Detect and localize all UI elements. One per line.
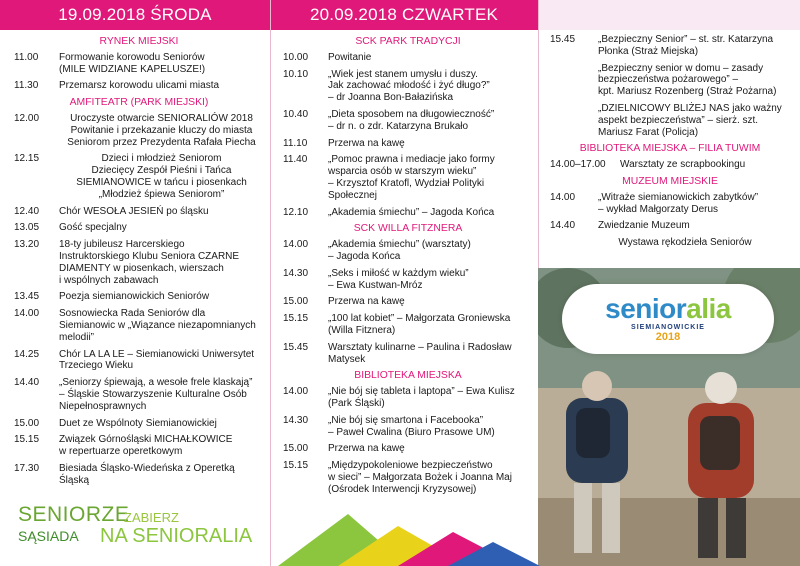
time: 14.40 xyxy=(14,377,40,389)
senioralia-logo xyxy=(562,284,774,354)
exhibition-note: Wystawa rękodzieła Seniorów xyxy=(618,237,752,249)
list-item xyxy=(283,239,533,263)
event: „Nie bój się smartona i Facebooka” – Paweł Cwalina (Biuro Prasowe UM) xyxy=(328,414,495,438)
list-item xyxy=(283,52,533,64)
time: 15.15 xyxy=(283,460,309,472)
list-item xyxy=(283,69,533,104)
event: Uroczyste otwarcie SENIORALIÓW 2018 Powitanie i przekazanie kluczy do miasta Seniorom przez Prezydenta Rafała Piecha xyxy=(67,112,256,148)
event: Chór WESOŁA JESIEŃ po śląsku xyxy=(59,205,209,217)
column-divider xyxy=(270,0,271,566)
time: 14.00 xyxy=(14,308,40,320)
list-item xyxy=(550,34,790,58)
list-item xyxy=(14,206,264,218)
section-title-amfiteatr: AMFITEATR (PARK MIEJSKI) xyxy=(69,97,209,109)
time: 15.00 xyxy=(283,443,309,455)
event: „Akademia śmiechu” (warsztaty) – Jagoda Końca xyxy=(328,239,471,262)
time: 15.45 xyxy=(283,341,309,353)
event: Gość specjalny xyxy=(59,222,127,234)
section-title-muzeum: MUZEUM MIEJSKIE xyxy=(622,175,718,187)
event: „Dieta sposobem na długowieczność” – dr n. o zdr. Katarzyna Brukało xyxy=(328,108,495,132)
list-item xyxy=(14,291,264,303)
event: „Akademia śmiechu” – Jagoda Końca xyxy=(328,206,495,218)
list-item xyxy=(283,138,533,150)
time: 14.00 xyxy=(550,191,576,203)
event: Przerwa na kawę xyxy=(328,137,405,149)
time: 15.00 xyxy=(14,417,40,429)
list-item xyxy=(14,239,264,286)
time: 14.00–17.00 xyxy=(550,159,606,171)
list-item xyxy=(550,63,790,98)
list-item xyxy=(14,113,264,148)
event: Warsztaty ze scrapbookingu xyxy=(620,159,746,171)
day2-column xyxy=(283,34,533,501)
list-item xyxy=(550,103,790,138)
time: 14.30 xyxy=(283,414,309,426)
list-item xyxy=(14,80,264,92)
time-blank xyxy=(550,63,598,98)
slogan-word: ZABIERZ xyxy=(124,510,179,525)
event: Chór LA LA LE – Siemianowicki Uniwersytet Trzeciego Wieku xyxy=(59,348,255,372)
time: 11.00 xyxy=(14,51,39,63)
time: 17.30 xyxy=(14,462,40,474)
list-item xyxy=(550,192,790,216)
time: 11.30 xyxy=(14,80,39,92)
logo-wordmark xyxy=(605,295,731,323)
section-title-park: SCK PARK TRADYCJI xyxy=(355,36,461,47)
time: 15.15 xyxy=(14,434,40,446)
list-item xyxy=(14,418,264,430)
event: „Wiek jest stanem umysłu i duszy. Jak zachować młodość i żyć długo?” – dr Joanna Bon-Bałazińska xyxy=(328,68,490,104)
event: Powitanie xyxy=(328,51,372,63)
list-item xyxy=(283,342,533,366)
time: 15.45 xyxy=(550,34,576,45)
event: „DZIELNICOWY BLIŻEJ NAS jako ważny aspekt bezpieczeństwa” – sierż. szt. Mariusz Farat (Policja) xyxy=(598,102,782,138)
time: 10.40 xyxy=(283,108,309,120)
logo-year: 2018 xyxy=(655,331,681,343)
logo-part2: alia xyxy=(686,293,731,324)
time: 13.20 xyxy=(14,239,40,251)
event: Duet ze Wspólnoty Siemianowickiej xyxy=(59,417,217,429)
event: „Bezpieczny senior w domu – zasady bezpieczeństwa pożarowego” – kpt. Mariusz Rozenberg (Straż Pożarna) xyxy=(598,62,777,98)
event: „Pomoc prawna i mediacje jako formy wsparcia osób w starszym wieku” – Krzysztof Kratofl, Wydział Polityki Społecznej xyxy=(328,154,495,201)
event: Dzieci i młodzież Seniorom Dziecięcy Zespół Pieśni i Tańca SIEMIANOWICE w tańcu i piosenkach „Młodzież śpiewa Seniorom” xyxy=(76,153,247,200)
event: „Międzypokoleniowe bezpieczeństwo w sieci” – Małgorzata Bożek i Joanna Maj (Ośrodek Interwencji Kryzysowej) xyxy=(328,460,512,495)
event: „Seniorzy śpiewają, a wesołe frele klaskają” – Śląskie Stowarzyszenie Kulturalne Osób Niepełnosprawnych xyxy=(59,377,253,412)
logo-subtitle: SIEMIANOWICKIE xyxy=(631,324,705,331)
section-title-willa: SCK WILLA FITZNERA xyxy=(353,223,463,235)
list-item xyxy=(14,222,264,234)
time: 12.00 xyxy=(14,112,40,124)
section-title-rynek: RYNEK MIEJSKI xyxy=(99,36,179,47)
mountains-decoration xyxy=(278,506,540,566)
section-title-biblioteka: BIBLIOTEKA MIEJSKA xyxy=(354,370,462,382)
list-item xyxy=(283,296,533,308)
time: 13.45 xyxy=(14,291,40,303)
slogan-word: SĄSIADA xyxy=(18,528,79,544)
day2-column-continued xyxy=(550,34,790,253)
time: 11.40 xyxy=(283,154,308,166)
time: 14.30 xyxy=(283,267,309,279)
time: 11.10 xyxy=(283,137,308,149)
list-item xyxy=(283,268,533,292)
time: 15.00 xyxy=(283,296,309,308)
time: 15.15 xyxy=(283,313,309,325)
day2-header: 20.09.2018 CZWARTEK xyxy=(270,0,538,30)
time: 14.00 xyxy=(283,239,309,251)
list-item xyxy=(14,463,264,487)
time: 10.00 xyxy=(283,51,309,63)
time: 14.25 xyxy=(14,348,40,360)
time: 12.40 xyxy=(14,205,40,217)
list-item xyxy=(14,52,264,76)
list-item xyxy=(283,443,533,455)
list-item xyxy=(14,434,264,458)
day1-header: 19.09.2018 ŚRODA xyxy=(0,0,270,30)
time: 13.05 xyxy=(14,222,40,234)
event: „100 lat kobiet” – Małgorzata Groniewska (Willa Fitznera) xyxy=(328,313,511,336)
time: 10.10 xyxy=(283,68,309,80)
list-item xyxy=(283,109,533,133)
event: „Seks i miłość w każdym wieku” – Ewa Kustwan-Mróz xyxy=(328,267,469,291)
list-item xyxy=(283,386,533,410)
list-item xyxy=(283,313,533,337)
event: 18-ty jubileusz Harcerskiego Instruktorskiego Klubu Seniora CZARNE DIAMENTY w piosenkach, wierszach i wspólnych zabawach xyxy=(59,239,240,286)
event: „Bezpieczny Senior” – st. str. Katarzyna Płonka (Straż Miejska) xyxy=(598,34,774,57)
list-item xyxy=(14,377,264,412)
event: Przemarsz korowodu ulicami miasta xyxy=(59,80,220,92)
section-title-filia: BIBLIOTEKA MIEJSKA – FILIA TUWIM xyxy=(579,143,761,155)
time: 12.15 xyxy=(14,153,40,165)
logo-part1: senior xyxy=(605,293,687,324)
list-item xyxy=(550,220,790,232)
event: Warsztaty kulinarne – Paulina i Radosław Matysek xyxy=(328,341,512,365)
time: 14.00 xyxy=(283,386,309,398)
list-item xyxy=(14,308,264,343)
event: Zwiedzanie Muzeum xyxy=(598,220,690,232)
list-item xyxy=(14,349,264,373)
event: Biesiada Śląsko-Wiedeńska z Operetką Śląską xyxy=(59,462,235,486)
time-blank xyxy=(550,103,598,138)
event: Poezja siemianowickich Seniorów xyxy=(59,291,210,303)
list-item xyxy=(283,154,533,201)
event: „Witraże siemianowickich zabytków” – wykład Małgorzaty Derus xyxy=(598,191,759,215)
event: Związek Górnośląski MICHAŁKOWICE w repertuarze operetkowym xyxy=(59,434,233,458)
event: Formowanie korowodu Seniorów (MILE WIDZIANE KAPELUSZE!) xyxy=(59,51,206,75)
header-blank xyxy=(538,0,800,30)
event: Przerwa na kawę xyxy=(328,296,405,308)
slogan xyxy=(18,503,288,553)
event: Sosnowiecka Rada Seniorów dla Siemianowic w „Wiązance niezapomnianych melodii” xyxy=(59,308,256,343)
list-item xyxy=(283,207,533,219)
event: „Nie bój się tableta i laptopa” – Ewa Kulisz (Park Śląski) xyxy=(328,386,515,409)
day1-column xyxy=(14,34,264,492)
event: Przerwa na kawę xyxy=(328,443,405,455)
list-item xyxy=(550,159,790,171)
list-item xyxy=(283,460,533,495)
slogan-word: NA SENIORALIA xyxy=(100,525,253,547)
list-item xyxy=(14,153,264,200)
time: 12.10 xyxy=(283,206,309,218)
time: 14.40 xyxy=(550,220,576,232)
slogan-word: SENIORZE xyxy=(18,503,130,526)
list-item xyxy=(283,415,533,439)
